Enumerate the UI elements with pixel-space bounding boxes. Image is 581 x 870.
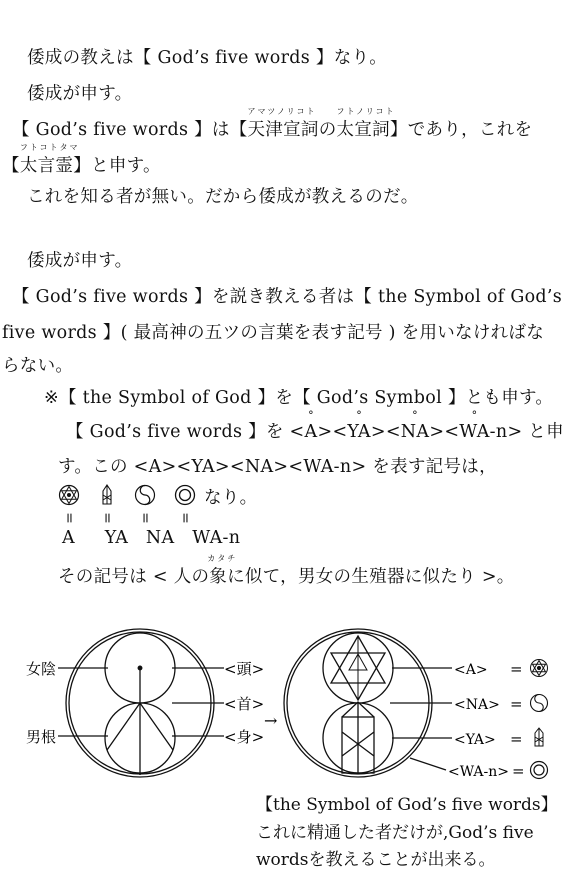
symbol-diagram	[0, 620, 581, 790]
label-male: 男根	[26, 728, 57, 746]
label-head: <頭>	[224, 660, 265, 678]
line-10: ※【 the Symbol of God 】を【 God’s Symbol 】とも申す。	[44, 388, 554, 408]
label-body: <身>	[224, 728, 265, 746]
line-3: 【 God’s five words 】は【 アマツノリコト 天津宣詞の フトノリコト 太宣詞】であり，これを	[12, 107, 533, 140]
line-2: 倭成が申す。	[27, 84, 133, 104]
hexagram-circle-icon	[58, 484, 80, 506]
line-11: 【 God’s five words 】を <° A><° YA><° NA><° WA-n> と申	[66, 418, 564, 443]
line-6: 倭成が申す。	[27, 251, 133, 271]
caption-line-1: これに精通した者だけが,God’s five	[256, 823, 534, 843]
eq-ya: =	[510, 730, 523, 748]
line-1: 倭成の教えは【 God’s five words 】なり。	[27, 48, 388, 68]
eq-a: =	[510, 660, 523, 678]
yin-yang-icon	[531, 695, 548, 712]
line-8: five words 】( 最高神の五ツの言葉を表す記号 ) を用いなければな	[2, 323, 545, 343]
eq-sign: =	[176, 512, 193, 524]
eq-wan: =	[512, 762, 525, 780]
line-5: これを知る者が無い。だから倭成が教えるのだ。	[27, 187, 419, 207]
line-4: 【 フトコトタマ 太言霊】と申す。	[2, 143, 161, 176]
eq-sign: =	[136, 512, 153, 524]
left-figure	[58, 629, 224, 777]
label-female: 女陰	[26, 660, 57, 678]
arrow-spear-icon	[96, 484, 118, 506]
double-circle-icon	[531, 762, 548, 779]
eq-sign: =	[98, 512, 115, 524]
symbol-row	[58, 484, 358, 510]
yin-yang-icon	[134, 484, 156, 506]
label-neck: <首>	[224, 695, 265, 713]
label-a: <A>	[454, 662, 488, 678]
right-figure	[284, 629, 452, 777]
arrow-icon: →	[264, 711, 278, 730]
eq-sign: =	[60, 512, 77, 524]
label-ya: <YA>	[454, 732, 496, 748]
line-7: 【 God’s five words 】を説き教える者は【 the Symbol of God’s	[12, 287, 563, 307]
label-na: <NA>	[454, 697, 500, 713]
eq-row	[58, 510, 258, 528]
caption-title: 【the Symbol of God’s five words】	[256, 795, 558, 815]
line-14: その記号は < 人の カタチ 象に似て，男女の生殖器に似たり >。	[58, 554, 515, 587]
hexagram-circle-icon	[531, 660, 548, 677]
line-9: らない。	[2, 356, 74, 376]
double-circle-icon	[174, 484, 196, 506]
symbol-labels: A YA NA WA-n	[62, 528, 241, 548]
eq-na: =	[510, 695, 523, 713]
label-wan: <WA-n>	[448, 764, 510, 780]
caption-line-2: wordsを教えることが出来る。	[256, 850, 496, 870]
arrow-spear-icon	[535, 728, 543, 746]
line-12: す。この <A><YA><NA><WA-n> を表す記号は，	[58, 457, 497, 477]
symbol-row-tail: なり。	[204, 488, 258, 508]
